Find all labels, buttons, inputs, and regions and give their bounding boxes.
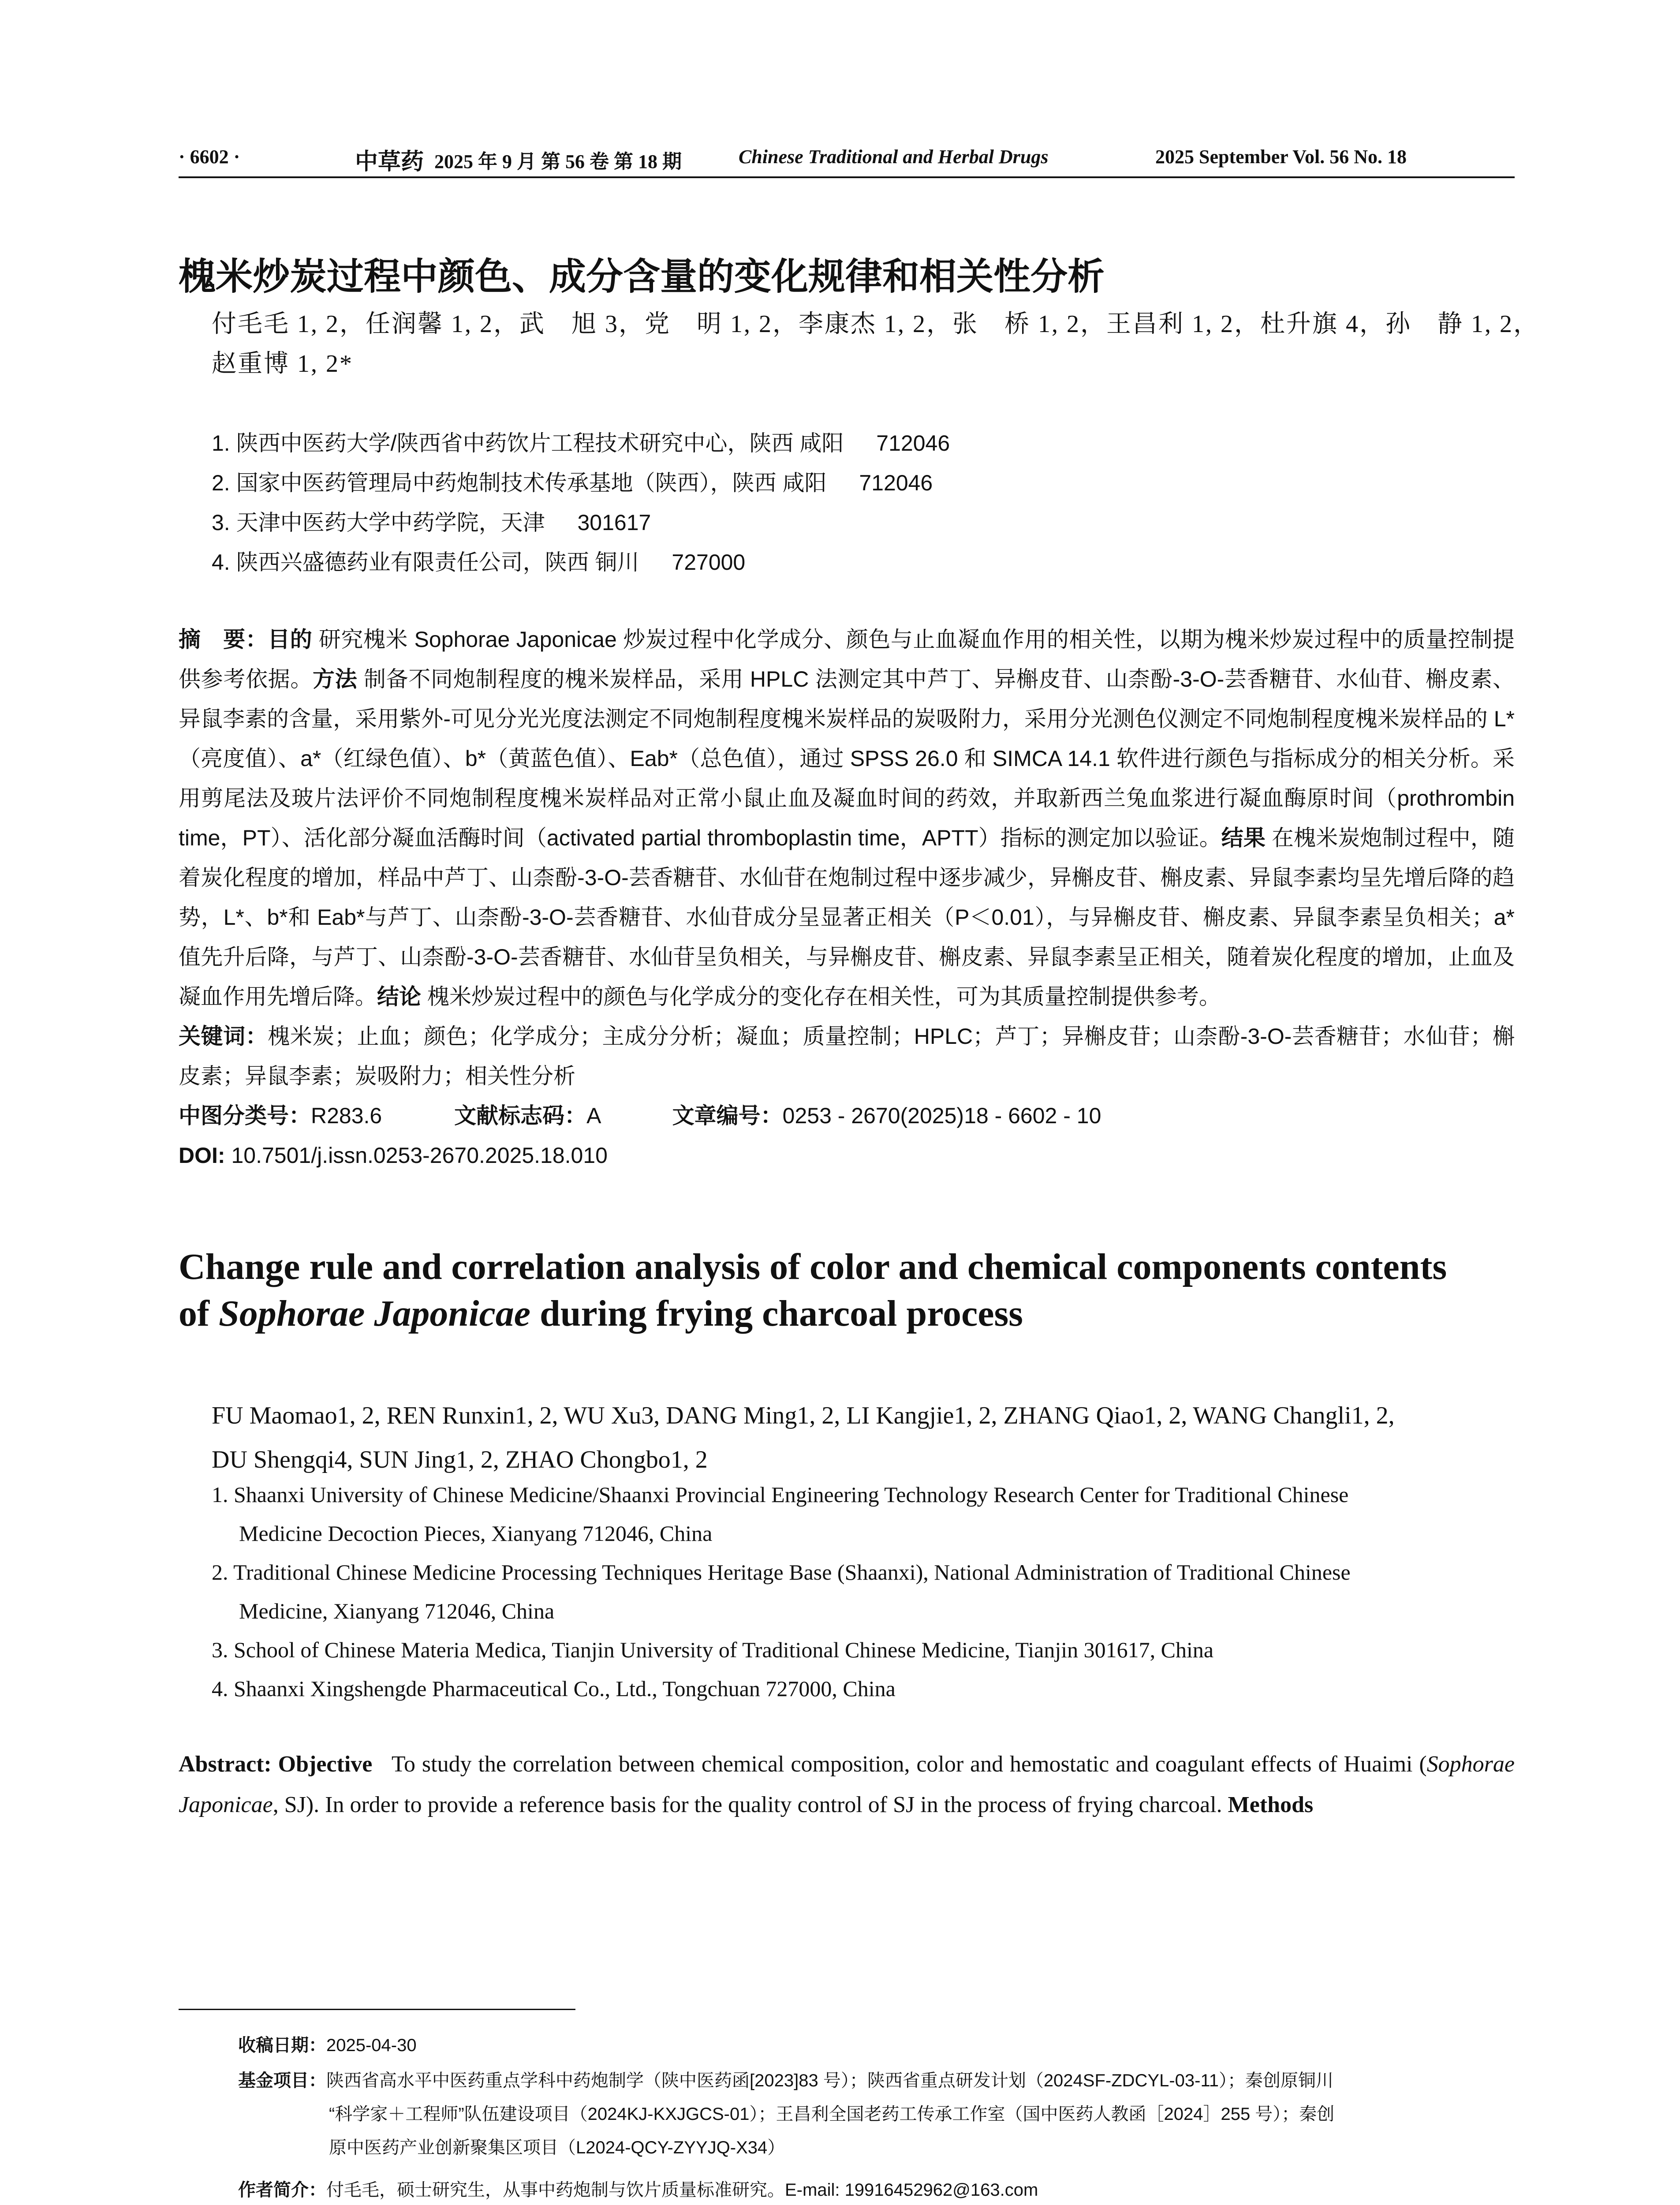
affiliation-en-line: 3. School of Chinese Materia Medica, Tianjin University of Traditional Chinese Medicine, Tianjin 301617, China [212, 1637, 1214, 1662]
affiliation-en-3 [212, 1630, 1517, 1669]
abstract-cn-body [179, 620, 1515, 1017]
affiliation-en-4 [212, 1669, 1517, 1708]
postal-code: 727000 [672, 550, 746, 575]
issue-info-en: 2025 September Vol. 56 No. 18 [1155, 146, 1407, 168]
author-bio: 付毛毛，硕士研究生，从事中药炮制与饮片质量标准研究。E-mail: 19916452962@163.com [326, 2180, 1038, 2200]
affiliation-en-line: Medicine, Xianyang 712046, China [239, 1599, 555, 1623]
classification-line [179, 1096, 1515, 1136]
issue-info-cn: 2025 年 9 月 第 56 卷 第 18 期 [434, 151, 682, 172]
running-header [179, 141, 1515, 176]
fund-line-3: 原中医药产业创新聚集区项目（L2024-QCY-ZYYJQ-X34） [329, 2138, 785, 2157]
affiliation-en-line: 1. Shaanxi University of Chinese Medicine/Shaanxi Provincial Engineering Technology Research Center for Traditional Chinese [212, 1482, 1349, 1507]
journal-name-cn: 中草药 [355, 149, 424, 175]
keywords-label: 关键词： [179, 1024, 268, 1049]
article-number-value: 0253 - 2670(2025)18 - 6602 - 10 [782, 1103, 1101, 1128]
abstract-label: 摘 要： [179, 627, 268, 652]
author-list-cn-line2: 赵重博 1, 2* [212, 350, 353, 377]
abstract-en [179, 1744, 1515, 1825]
article-number-label: 文章编号： [672, 1103, 783, 1128]
objective-label: 目的 [268, 627, 313, 652]
abstract-en-methods-label: Methods [1228, 1792, 1314, 1817]
footnote-author [238, 2173, 1038, 2205]
postal-code: 301617 [577, 510, 651, 535]
author-list-cn-line1: 付毛毛 1, 2，任润馨 1, 2，武 旭 3，党 明 1, 2，李康杰 1, 2，张 桥 1, 2，王昌利 1, 2，杜升旗 4，孙 静 1, 2， [212, 310, 1539, 338]
affiliation-cn-2 [212, 465, 933, 497]
received-date: 2025-04-30 [326, 2036, 417, 2055]
footnote-received [238, 2029, 417, 2062]
methods-label: 方法 [313, 667, 358, 691]
author-list-en [212, 1394, 1517, 1482]
title-en-suffix: during frying charcoal process [530, 1293, 1023, 1334]
doi-value: 10.7501/j.issn.0253-2670.2025.18.010 [231, 1143, 608, 1168]
affiliation-en-line: Medicine Decoction Pieces, Xianyang 712046, China [239, 1521, 713, 1546]
affiliation-cn-text: 3. 天津中医药大学中药学院，天津 [212, 510, 545, 535]
methods-text: 制备不同炮制程度的槐米炭样品，采用 HPLC 法测定其中芦丁、异槲皮苷、山柰酚-3-O-芸香糖苷、水仙苷、槲皮素、异鼠李素的含量，采用紫外-可见分光光度法测定不同炮制程度槐米炭样品的炭吸附力，采用分光测色仪测定不同炮制程度槐米炭样品的 L*（亮度值）、a*（红绿色值）、b*（黄蓝色值）、Eab*（总色值），通过 SPSS 26.0 和 SIMCA 14.1 软件进行颜色与指标成分的相关分析。采用剪尾法及玻片法评价不同炮制程度槐米炭样品对正常小鼠止血及凝血时间的药效，并取新西兰兔血浆进行凝血酶原时间（prothrombin time，PT）、活化部分凝血活酶时间（activated partial thromboplastin time，APTT）指标的测定加以验证。 [179, 667, 1515, 850]
author-list-en-line2: DU Shengqi4, SUN Jing1, 2, ZHAO Chongbo1, 2 [212, 1446, 708, 1473]
abstract-en-italic: Sophorae Japonicae [179, 1752, 1515, 1817]
affiliation-cn-4 [212, 545, 745, 576]
affiliation-cn-text: 4. 陕西兴盛德药业有限责任公司，陕西 铜川 [212, 550, 639, 575]
received-label: 收稿日期： [238, 2036, 326, 2055]
postal-code: 712046 [859, 471, 933, 495]
doi-label: DOI: [179, 1143, 225, 1168]
affiliations-en [212, 1475, 1517, 1708]
abstract-cn [179, 620, 1515, 1175]
objective-text: 研究槐米 Sophorae Japonicae 炒炭过程中化学成分、颜色与止血凝血作用的相关性，以期为槐米炒炭过程中的质量控制提供参考依据。 [179, 627, 1515, 691]
author-list-en-line1: FU Maomao1, 2, REN Runxin1, 2, WU Xu3, DANG Ming1, 2, LI Kangjie1, 2, ZHANG Qiao1, 2, WANG Changli1, 2, [212, 1402, 1395, 1429]
abstract-en-label: Abstract: Objective [179, 1752, 373, 1777]
header-rule [179, 176, 1515, 178]
fund-line-2: “科学家＋工程师”队伍建设项目（2024KJ-KXJGCS-01）；王昌利全国老药工传承工作室（国中医药人教函［2024］255 号）；秦创 [329, 2104, 1335, 2124]
article-title-en-line2 [179, 1290, 1523, 1337]
conclusion-label: 结论 [377, 984, 421, 1009]
title-en-prefix: of [179, 1293, 219, 1334]
affiliation-cn-text: 2. 国家中医药管理局中药炮制技术传承基地（陕西），陕西 咸阳 [212, 471, 827, 495]
abstract-en-text-2: , SJ). In order to provide a reference basis for the quality control of SJ in the process of frying charcoal. [273, 1792, 1222, 1817]
article-title-en [179, 1244, 1523, 1337]
title-en-italic: Sophorae Japonicae [218, 1293, 531, 1334]
conclusion-text: 槐米炒炭过程中的颜色与化学成分的变化存在相关性，可为其质量控制提供参考。 [427, 984, 1221, 1009]
results-label: 结果 [1221, 826, 1266, 850]
footnote-rule [179, 2009, 575, 2010]
clc-label: 中图分类号： [179, 1103, 311, 1128]
affiliation-en-line: 2. Traditional Chinese Medicine Processing Techniques Heritage Base (Shaanxi), National Administration of Traditional Chinese [212, 1560, 1351, 1585]
affiliation-en-line: 4. Shaanxi Xingshengde Pharmaceutical Co., Ltd., Tongchuan 727000, China [212, 1676, 896, 1701]
affiliation-cn-text: 1. 陕西中医药大学/陕西省中药饮片工程技术研究中心，陕西 咸阳 [212, 431, 844, 456]
clc-value: R283.6 [311, 1103, 382, 1128]
doc-code-value: A [586, 1103, 600, 1128]
affiliation-cn-1 [212, 426, 950, 457]
journal-name-en: Chinese Traditional and Herbal Drugs [739, 146, 1049, 168]
author-bio-label: 作者简介： [238, 2180, 326, 2200]
fund-line-1: 陕西省高水平中医药重点学科中药炮制学（陕中医药函[2023]83 号）；陕西省重点研发计划（2024SF-ZDCYL-03-11）；秦创原铜川 [326, 2071, 1334, 2090]
affiliation-en-1 [212, 1475, 1517, 1553]
keywords-cn [179, 1017, 1515, 1096]
affiliation-en-2 [212, 1553, 1517, 1630]
doi-line [179, 1136, 1515, 1175]
postal-code: 712046 [876, 431, 950, 456]
page-number: · 6602 · [179, 146, 240, 168]
footnote-fund [238, 2064, 1517, 2164]
results-text: 在槐米炭炮制过程中，随着炭化程度的增加，样品中芦丁、山柰酚-3-O-芸香糖苷、水仙苷在炮制过程中逐步减少，异槲皮苷、槲皮素、异鼠李素均呈先增后降的趋势，L*、b*和 Eab*与芦丁、山柰酚-3-O-芸香糖苷、水仙苷成分呈显著正相关（P＜0.01），与异槲皮苷、槲皮素、异鼠李素呈负相关；a*值先升后降，与芦丁、山柰酚-3-O-芸香糖苷、水仙苷呈负相关，与异槲皮苷、槲皮素、异鼠李素呈正相关，随着炭化程度的增加，止血及凝血作用先增后降。 [179, 826, 1515, 1009]
doc-code-label: 文献标志码： [454, 1103, 587, 1128]
abstract-en-text-1: To study the correlation between chemical composition, color and hemostatic and coagulant effects of Huaimi ( [391, 1752, 1427, 1777]
fund-label: 基金项目： [238, 2071, 326, 2090]
article-title-cn: 槐米炒炭过程中颜色、成分含量的变化规律和相关性分析 [179, 256, 1105, 297]
affiliation-cn-3 [212, 505, 651, 537]
article-title-en-line1: Change rule and correlation analysis of color and chemical components contents [179, 1246, 1447, 1287]
keywords-text: 槐米炭；止血；颜色；化学成分；主成分分析；凝血；质量控制；HPLC；芦丁；异槲皮苷；山柰酚-3-O-芸香糖苷；水仙苷；槲皮素；异鼠李素；炭吸附力；相关性分析 [179, 1024, 1515, 1088]
